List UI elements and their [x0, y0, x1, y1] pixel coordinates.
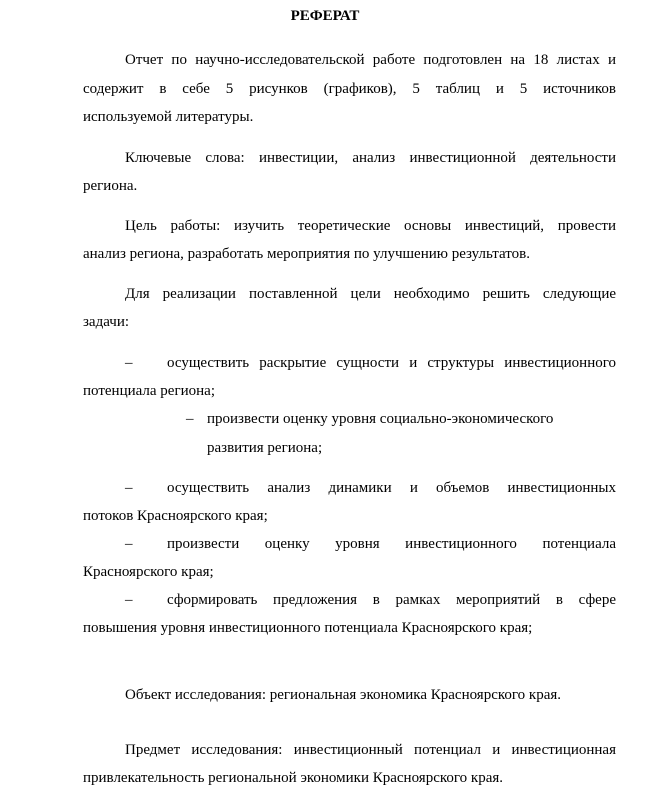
goal-line-1: Цель работы: изучить теоретические основы инвестиций, провести: [125, 218, 616, 234]
intro-line-3: используемой литературы.: [83, 109, 254, 125]
research-subject-line-1: Предмет исследования: инвестиционный потенциал и инвестиционная: [125, 742, 616, 758]
dash-bullet: –: [125, 536, 133, 552]
tasks-intro-line-1: Для реализации поставленной цели необходимо решить следующие: [125, 286, 616, 302]
dash-bullet: –: [186, 411, 194, 427]
task-line-1: осуществить анализ динамики и объемов инвестиционных: [167, 480, 616, 496]
task-line-1: осуществить раскрытие сущности и структуры инвестиционного: [167, 355, 616, 371]
dash-bullet: –: [125, 355, 133, 371]
keywords-line-1: Ключевые слова: инвестиции, анализ инвестиционной деятельности: [125, 150, 616, 166]
research-subject-line-2: привлекательность региональной экономики Красноярского края.: [83, 770, 503, 786]
keywords-line-2: региона.: [83, 178, 138, 194]
task-line-2: потоков Красноярского края;: [83, 508, 268, 524]
task-line-2: повышения уровня инвестиционного потенциала Красноярского края;: [83, 620, 533, 636]
task-line-2: потенциала региона;: [83, 383, 215, 399]
tasks-intro-line-2: задачи:: [83, 314, 130, 330]
goal-line-2: анализ региона, разработать мероприятия по улучшению результатов.: [83, 246, 530, 262]
intro-line-1: Отчет по научно-исследовательской работе подготовлен на 18 листах и: [125, 52, 616, 68]
task-line-1: произвести оценку уровня инвестиционного потенциала: [167, 536, 616, 552]
dash-bullet: –: [125, 480, 133, 496]
task-line-2: Красноярского края;: [83, 564, 214, 580]
dash-bullet: –: [125, 592, 133, 608]
task-line-2: развития региона;: [207, 440, 323, 456]
page-title: РЕФЕРАТ: [290, 8, 360, 24]
task-line-1: сформировать предложения в рамках мероприятий в сфере: [167, 592, 616, 608]
intro-line-2: содержит в себе 5 рисунков (графиков), 5 таблиц и 5 источников: [83, 81, 616, 97]
research-object: Объект исследования: региональная экономика Красноярского края.: [125, 687, 562, 703]
task-line-1: произвести оценку уровня социально-экономического: [207, 411, 554, 427]
